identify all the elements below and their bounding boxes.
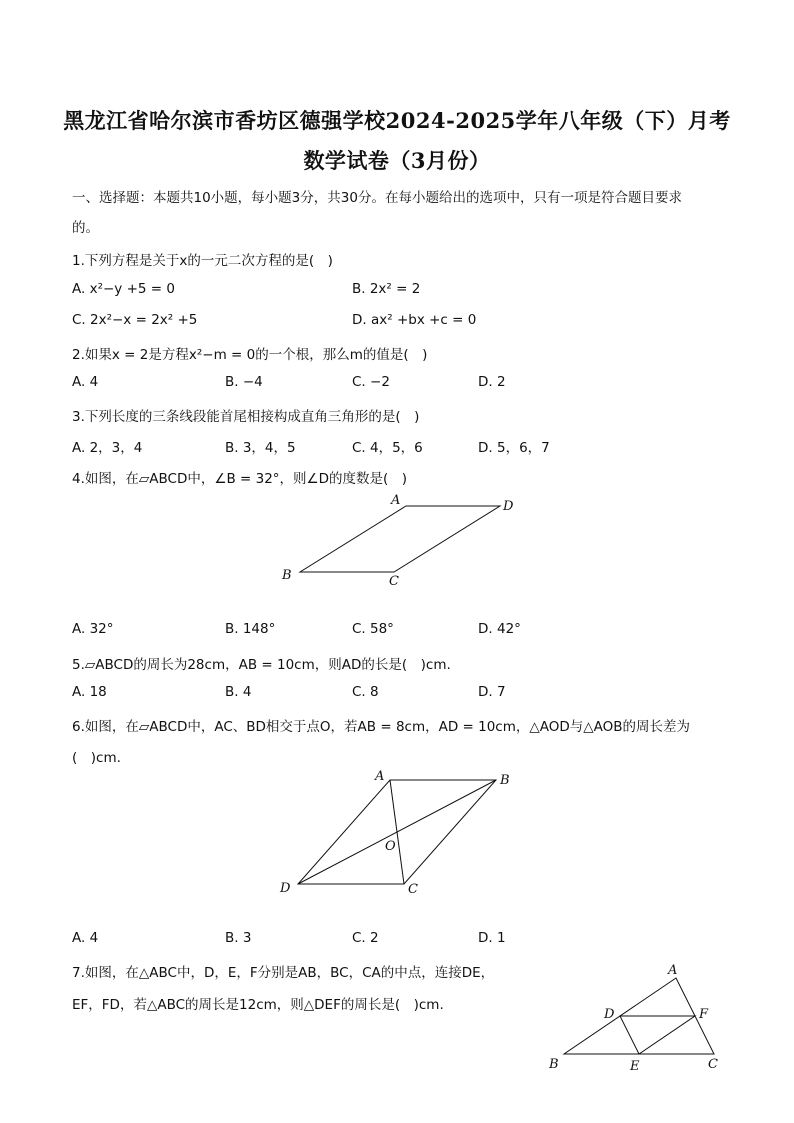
page-subtitle: 数学试卷（3月份） <box>303 148 491 173</box>
question-1-option-b[interactable]: B. 2x² = 2 <box>352 281 421 297</box>
question-5-option-c[interactable]: C. 8 <box>352 684 379 700</box>
question-4-figure-parallelogram <box>270 488 530 593</box>
question-2-option-b[interactable]: B. −4 <box>225 374 263 390</box>
section-instructions: 一、选择题：本题共10小题，每小题3分，共30分。在每小题给出的选项中，只有一项是符合题目要求 <box>72 190 682 206</box>
question-5-stem: 5.▱ABCD的周长为28cm，AB = 10cm，则AD的长是( )cm. <box>72 657 451 673</box>
question-1-option-d[interactable]: D. ax² +bx +c = 0 <box>352 312 477 328</box>
vertex-label-d: D <box>503 499 514 514</box>
question-4-option-c[interactable]: C. 58° <box>352 621 394 637</box>
vertex-label-c: C <box>708 1057 718 1072</box>
question-3-option-b[interactable]: B. 3，4，5 <box>225 440 296 456</box>
diagonal-bd <box>298 780 496 884</box>
question-2-option-c[interactable]: C. −2 <box>352 374 390 390</box>
question-5-option-a[interactable]: A. 18 <box>72 684 107 700</box>
question-6-figure-parallelogram <box>270 762 530 902</box>
vertex-label-c: C <box>408 882 418 897</box>
triangle-def <box>620 1016 695 1054</box>
vertex-label-d: D <box>280 881 291 896</box>
vertex-label-a: A <box>668 963 678 978</box>
question-1-stem: 1.下列方程是关于x的一元二次方程的是( ) <box>72 253 333 269</box>
question-1-option-a[interactable]: A. x²−y +5 = 0 <box>72 281 175 297</box>
section-instructions-cont: 的。 <box>72 220 99 236</box>
question-3-option-d[interactable]: D. 5，6，7 <box>478 440 550 456</box>
question-6-option-a[interactable]: A. 4 <box>72 930 99 946</box>
vertex-label-c: C <box>389 574 399 589</box>
question-5-option-b[interactable]: B. 4 <box>225 684 252 700</box>
vertex-label-b: B <box>549 1057 559 1072</box>
question-7-stem-cont: EF，FD，若△ABC的周长是12cm，则△DEF的周长是( )cm. <box>72 997 444 1013</box>
vertex-label-f: F <box>699 1007 709 1022</box>
vertex-label-o: O <box>385 839 396 854</box>
question-3-option-a[interactable]: A. 2，3，4 <box>72 440 143 456</box>
question-5-option-d[interactable]: D. 7 <box>478 684 506 700</box>
question-4-stem: 4.如图，在▱ABCD中，∠B = 32°，则∠D的度数是( ) <box>72 471 408 487</box>
vertex-label-b: B <box>282 568 292 583</box>
question-4-option-d[interactable]: D. 42° <box>478 621 521 637</box>
question-2-stem: 2.如果x = 2是方程x²−m = 0的一个根，那么m的值是( ) <box>72 347 428 363</box>
question-2-option-d[interactable]: D. 2 <box>478 374 506 390</box>
question-3-stem: 3.下列长度的三条线段能首尾相接构成直角三角形的是( ) <box>72 409 420 425</box>
question-6-stem-cont: ( )cm. <box>72 750 121 766</box>
vertex-label-b: B <box>500 773 510 788</box>
question-7-figure-triangle <box>540 958 730 1076</box>
vertex-label-a: A <box>391 493 401 508</box>
question-6-option-b[interactable]: B. 3 <box>225 930 252 946</box>
page-title: 黑龙江省哈尔滨市香坊区德强学校2024-2025学年八年级（下）月考 <box>63 108 731 133</box>
question-1-option-c[interactable]: C. 2x²−x = 2x² +5 <box>72 312 198 328</box>
vertex-label-d: D <box>604 1007 615 1022</box>
question-4-option-b[interactable]: B. 148° <box>225 621 276 637</box>
parallelogram-abcd <box>300 506 500 572</box>
question-6-option-c[interactable]: C. 2 <box>352 930 379 946</box>
vertex-label-e: E <box>630 1059 640 1074</box>
question-7-stem: 7.如图，在△ABC中，D，E，F分别是AB，BC，CA的中点，连接DE， <box>72 965 495 981</box>
vertex-label-a: A <box>375 769 385 784</box>
question-6-stem: 6.如图，在▱ABCD中，AC、BD相交于点O，若AB = 8cm，AD = 10cm，△AOD与△AOB的周长差为 <box>72 719 691 735</box>
question-2-option-a[interactable]: A. 4 <box>72 374 99 390</box>
question-4-option-a[interactable]: A. 32° <box>72 621 114 637</box>
question-3-option-c[interactable]: C. 4，5，6 <box>352 440 423 456</box>
question-6-option-d[interactable]: D. 1 <box>478 930 506 946</box>
